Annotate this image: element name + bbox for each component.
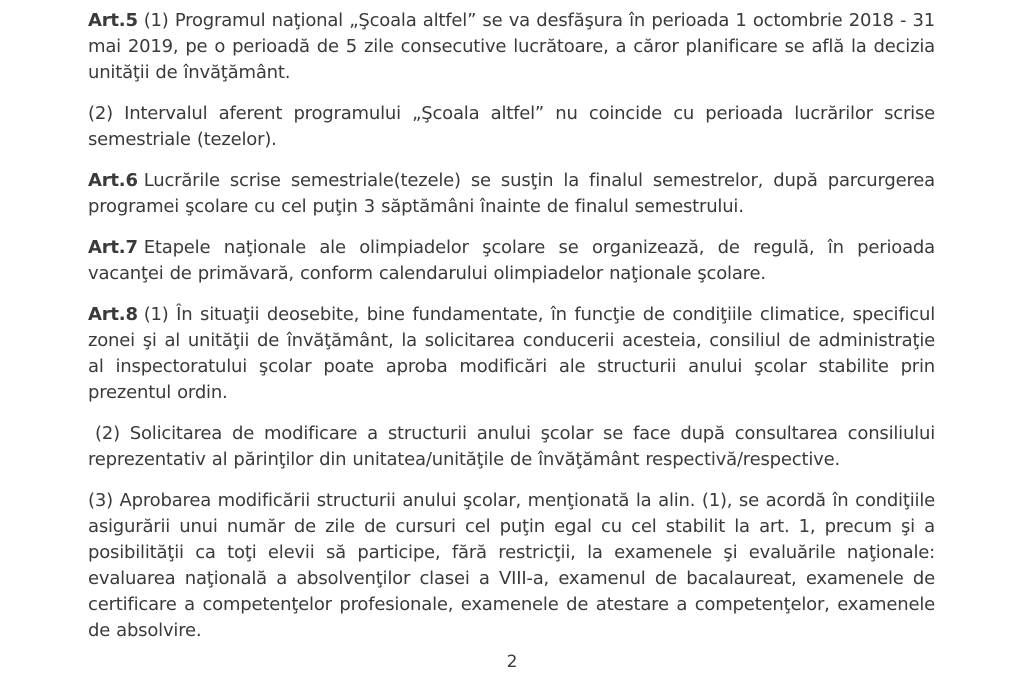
paragraph-art6	[88, 168, 935, 220]
paragraph-text: Lucrările scrise semestriale(tezele) se susţin la finalul semestrelor, după parcurgerea programei şcolare cu cel puţin 3 săptămâni înainte de finalul semestrului.	[88, 170, 935, 217]
paragraph-text: Etapele naţionale ale olimpiadelor şcolare se organizează, de regulă, în perioada vacanţei de primăvară, conform calendarului olimpiadelor naţionale şcolare.	[88, 237, 935, 284]
paragraph-art8-1	[88, 302, 935, 406]
paragraph-art5-1	[88, 8, 935, 86]
paragraph-art5-2	[88, 101, 935, 153]
paragraph-art8-3	[88, 488, 935, 644]
paragraph-text: (2) Solicitarea de modificare a structurii anului şcolar se face după consultarea consiliului reprezentativ al părinţilor din unitatea/unităţile de învăţământ respectivă/respective.	[88, 423, 935, 470]
paragraph-text: (3) Aprobarea modificării structurii anului şcolar, menţionată la alin. (1), se acordă în condiţiile asigurării unui număr de zile de cursuri cel puţin egal cu cel stabilit la art. 1, precum şi a posibilităţii ca toţi elevii să participe, fără restricţii, la examenele şi evaluările naţionale: evaluarea naţională a absolvenţilor clasei a VIII-a, examenul de bacalaureat, examenele de certificare a competenţelor profesionale, examenele de atestare a competenţelor, examenele de absolvire.	[88, 490, 935, 641]
article-label: Art.7	[88, 237, 138, 258]
article-label: Art.6	[88, 170, 138, 191]
paragraph-text: (1) Programul naţional „Şcoala altfel” se va desfăşura în perioada 1 octombrie 2018 - 31 mai 2019, pe o perioadă de 5 zile consecutive lucrătoare, a căror planificare se află la decizia unităţii de învăţământ.	[88, 10, 935, 83]
article-label: Art.5	[88, 10, 138, 31]
paragraph-art8-2	[88, 421, 935, 473]
paragraph-art7	[88, 235, 935, 287]
paragraph-text: (2) Intervalul aferent programului „Şcoala altfel” nu coincide cu perioada lucrărilor scrise semestriale (tezelor).	[88, 103, 935, 150]
paragraph-text: (1) În situaţii deosebite, bine fundamentate, în funcţie de condiţiile climatice, specificul zonei şi al unităţii de învăţământ, la solicitarea conducerii acesteia, consiliul de administraţie al inspectoratului şcolar poate aproba modificări ale structurii anului şcolar stabilite prin prezentul ordin.	[88, 304, 935, 403]
page-number: 2	[506, 652, 518, 672]
article-label: Art.8	[88, 304, 138, 325]
